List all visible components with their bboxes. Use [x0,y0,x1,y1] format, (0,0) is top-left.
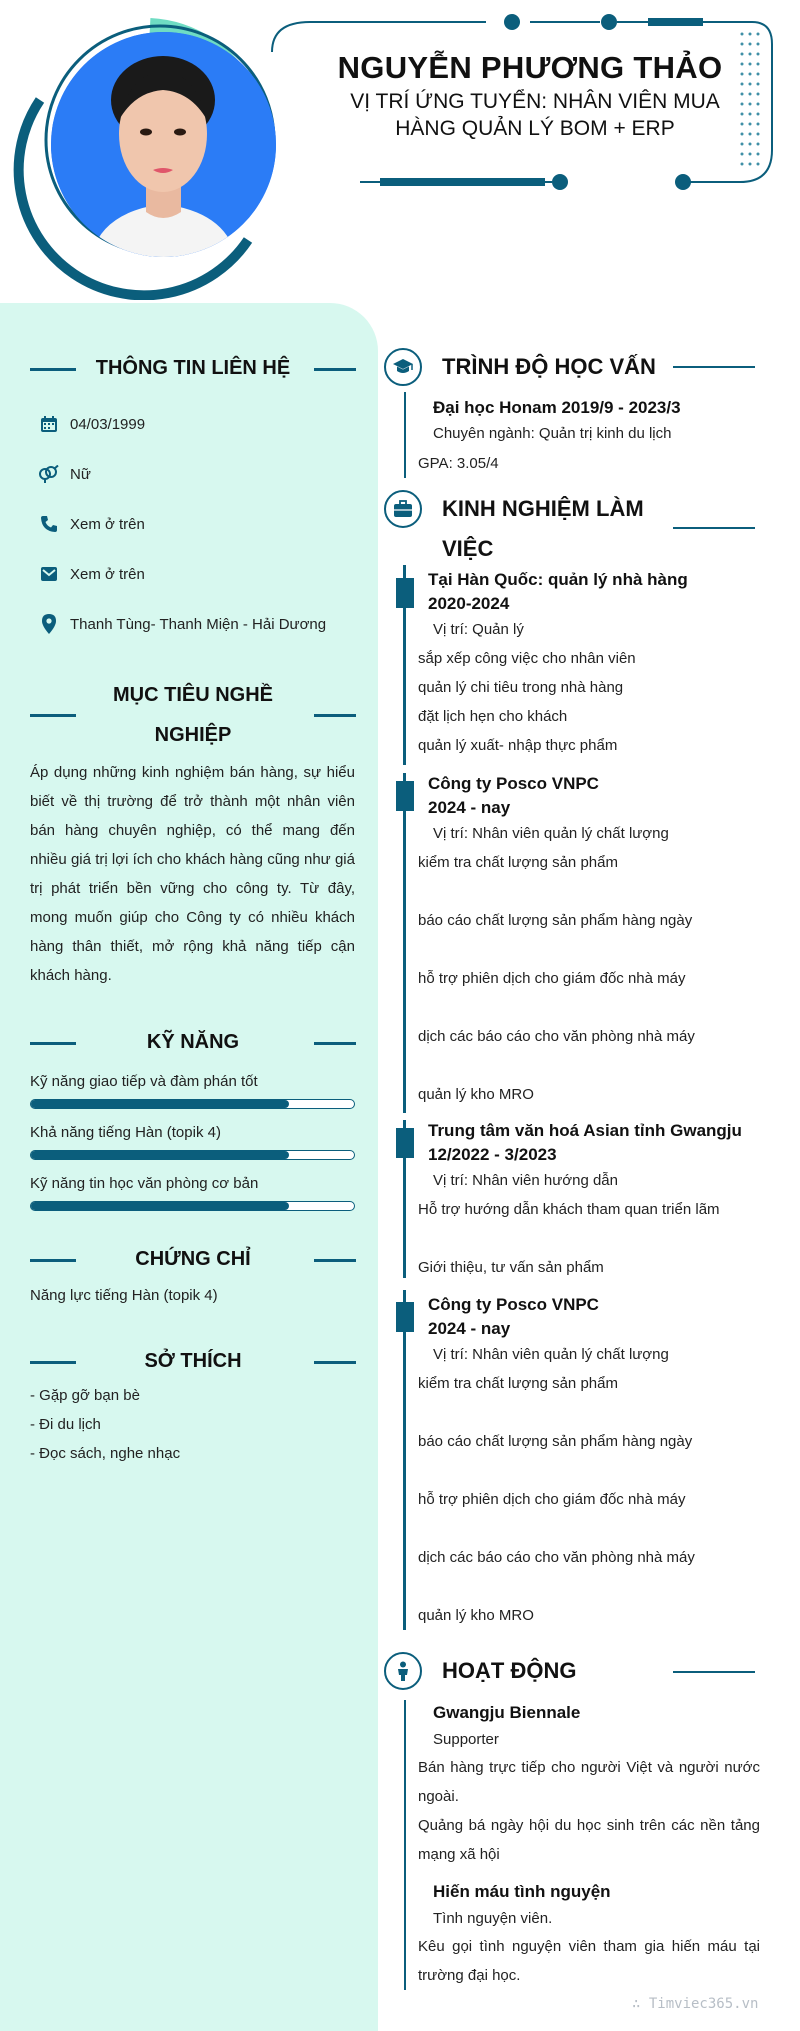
contact-birthday [38,412,145,436]
job-role: Vị trí: Nhân viên quản lý chất lượng [433,825,669,842]
calendar-icon [38,413,60,435]
watermark: ∴ Timviec365.vn [632,1996,759,2012]
certificates-title-text: CHỨNG CHỈ [135,1248,251,1270]
job-company: Trung tâm văn hoá Asian tỉnh Gwangju [428,1121,742,1140]
title-line-left [30,368,76,371]
job-task: kiểm tra chất lượng sản phẩm [418,1375,618,1392]
job-task: Hỗ trợ hướng dẫn khách tham quan triển lãm [418,1201,720,1218]
objective-text: Áp dụng những kinh nghiệm bán hàng, sự hiểu biết về thị trường để trở thành một nhân viên bán hàng chuyên nghiệp, có thể mang đến nhiều giá trị lợi ích cho khách hàng cũng như giá trị phát triển bền vững cho công ty. Từ đây, mong muốn giúp cho Công ty có nhiều khách hàng thân thiết, mở rộng khả năng tiếp cận khách hàng. [30,764,355,984]
activity-name: Hiến máu tình nguyện [433,1882,611,1901]
gender-icon [38,463,60,485]
candidate-name: NGUYỄN PHƯƠNG THẢO [337,50,723,85]
job-task: kiểm tra chất lượng sản phẩm [418,854,618,871]
location-icon [38,613,60,635]
title-line-left [30,1042,76,1045]
title-line-right [314,368,356,371]
job-timeline [403,1290,406,1630]
title-line-left [30,1361,76,1364]
skills-section-title [30,1022,356,1062]
hobby-item: - Gặp gỡ bạn bè [30,1387,140,1404]
job-task: báo cáo chất lượng sản phẩm hàng ngày [418,1433,693,1450]
job-marker [396,781,414,811]
education-timeline [404,392,406,478]
job-task: quản lý kho MRO [418,1086,534,1103]
activity-desc: Quảng bá ngày hội du học sinh trên các nền tảng mạng xã hội [418,1817,760,1863]
objective-section-title [30,675,356,755]
activities-section-icon [384,1652,422,1690]
job-task: quản lý kho MRO [418,1607,534,1624]
job-company: Công ty Posco VNPC [428,1295,599,1314]
job-task: dịch các báo cáo cho văn phòng nhà máy [418,1549,695,1566]
skill-bar [30,1099,355,1109]
education-title: TRÌNH ĐỘ HỌC VẤN [442,354,656,379]
job-company: Công ty Posco VNPC [428,774,599,793]
phone-value: Xem ở trên [70,515,145,533]
experience-section-icon [384,490,422,528]
experience-title-line [673,527,755,529]
skills-title-text: KỸ NĂNG [146,1031,240,1053]
education-title-line [673,366,755,368]
job-marker [396,578,414,608]
briefcase-icon [393,500,413,518]
job-role: Vị trí: Nhân viên hướng dẫn [433,1172,618,1189]
job-period: 12/2022 - 3/2023 [428,1145,557,1164]
graduation-cap-icon [392,358,414,376]
hobby-item: - Đi du lịch [30,1416,101,1433]
certificates-section-title [30,1239,356,1279]
job-role: Vị trí: Quản lý [433,621,524,638]
education-major: Chuyên ngành: Quản trị kinh du lịch [433,425,672,442]
skill-bar-fill [31,1151,289,1159]
skill-label: Khả năng tiếng Hàn (topik 4) [30,1124,221,1141]
objective-title-line2: NGHIỆP [154,724,232,746]
person-icon [396,1661,410,1681]
contact-phone [38,512,145,536]
activities-timeline [404,1700,406,1990]
title-line-right [314,1259,356,1262]
job-task: hỗ trợ phiên dịch cho giám đốc nhà máy [418,970,686,987]
certificate-item: Năng lực tiếng Hàn (topik 4) [30,1287,218,1304]
activity-name: Gwangju Biennale [433,1703,581,1722]
activity-role: Tình nguyện viên. [433,1910,553,1927]
contact-section-title [30,348,356,388]
title-line-right [314,1042,356,1045]
skill-bar [30,1201,355,1211]
education-section-icon [384,348,422,386]
email-value: Xem ở trên [70,565,145,583]
hobbies-section-title [30,1341,356,1381]
portrait-photo [51,32,276,257]
job-task: sắp xếp công việc cho nhân viên [418,650,636,667]
hobby-item: - Đọc sách, nghe nhạc [30,1445,181,1462]
job-period: 2024 - nay [428,1319,511,1338]
title-line-right [314,1361,356,1364]
skill-label: Kỹ năng tin học văn phòng cơ bản [30,1175,259,1192]
job-period: 2024 - nay [428,798,511,817]
avatar [51,32,276,257]
experience-title-line2: VIỆC [442,536,494,561]
title-line-left [30,714,76,717]
skill-bar-fill [31,1202,289,1210]
job-task: dịch các báo cáo cho văn phòng nhà máy [418,1028,695,1045]
birthday-value: 04/03/1999 [70,415,146,433]
activity-desc: Bán hàng trực tiếp cho người Việt và người nước ngoài. [418,1759,760,1805]
job-task: đặt lịch hẹn cho khách [418,708,568,725]
hobbies-title-text: SỞ THÍCH [144,1350,242,1372]
phone-icon [38,513,60,535]
job-marker [396,1302,414,1332]
job-timeline [403,773,406,1113]
job-task: báo cáo chất lượng sản phẩm hàng ngày [418,912,693,929]
activities-title: HOẠT ĐỘNG [442,1658,577,1683]
title-line-left [30,1259,76,1262]
job-company: Tại Hàn Quốc: quản lý nhà hàng [428,570,688,589]
job-task: quản lý chi tiêu trong nhà hàng [418,679,624,696]
address-value: Thanh Tùng- Thanh Miện - Hải Dương [70,615,327,633]
job-period: 2020-2024 [428,594,510,613]
applied-position: VỊ TRÍ ỨNG TUYỂN: NHÂN VIÊN MUA HÀNG QUẢN LÝ BOM + ERP [350,90,720,140]
job-role: Vị trí: Nhân viên quản lý chất lượng [433,1346,669,1363]
contact-email [38,562,145,586]
job-task: Giới thiệu, tư vấn sản phẩm [418,1259,604,1276]
job-task: quản lý xuất- nhập thực phẩm [418,737,618,754]
avatar-container [18,18,298,293]
header [0,0,800,300]
education-gpa: GPA: 3.05/4 [418,455,499,472]
skill-label: Kỹ năng giao tiếp và đàm phán tốt [30,1073,258,1090]
education-school: Đại học Honam 2019/9 - 2023/3 [433,398,681,417]
activity-desc: Kêu gọi tình nguyện viên tham gia hiến máu tại trường đại học. [418,1938,760,1984]
experience-title-line1: KINH NGHIỆM LÀM [442,496,644,521]
contact-address [38,612,326,636]
activities-title-line [673,1671,755,1673]
skill-bar [30,1150,355,1160]
contact-title-text: THÔNG TIN LIÊN HỆ [95,357,291,379]
title-line-right [314,714,356,717]
job-task: hỗ trợ phiên dịch cho giám đốc nhà máy [418,1491,686,1508]
skill-bar-fill [31,1100,289,1108]
email-icon [38,563,60,585]
objective-title-line1: MỤC TIÊU NGHỀ [113,684,273,706]
job-marker [396,1128,414,1158]
activity-role: Supporter [433,1731,499,1748]
contact-gender [38,462,91,486]
gender-value: Nữ [70,465,91,483]
